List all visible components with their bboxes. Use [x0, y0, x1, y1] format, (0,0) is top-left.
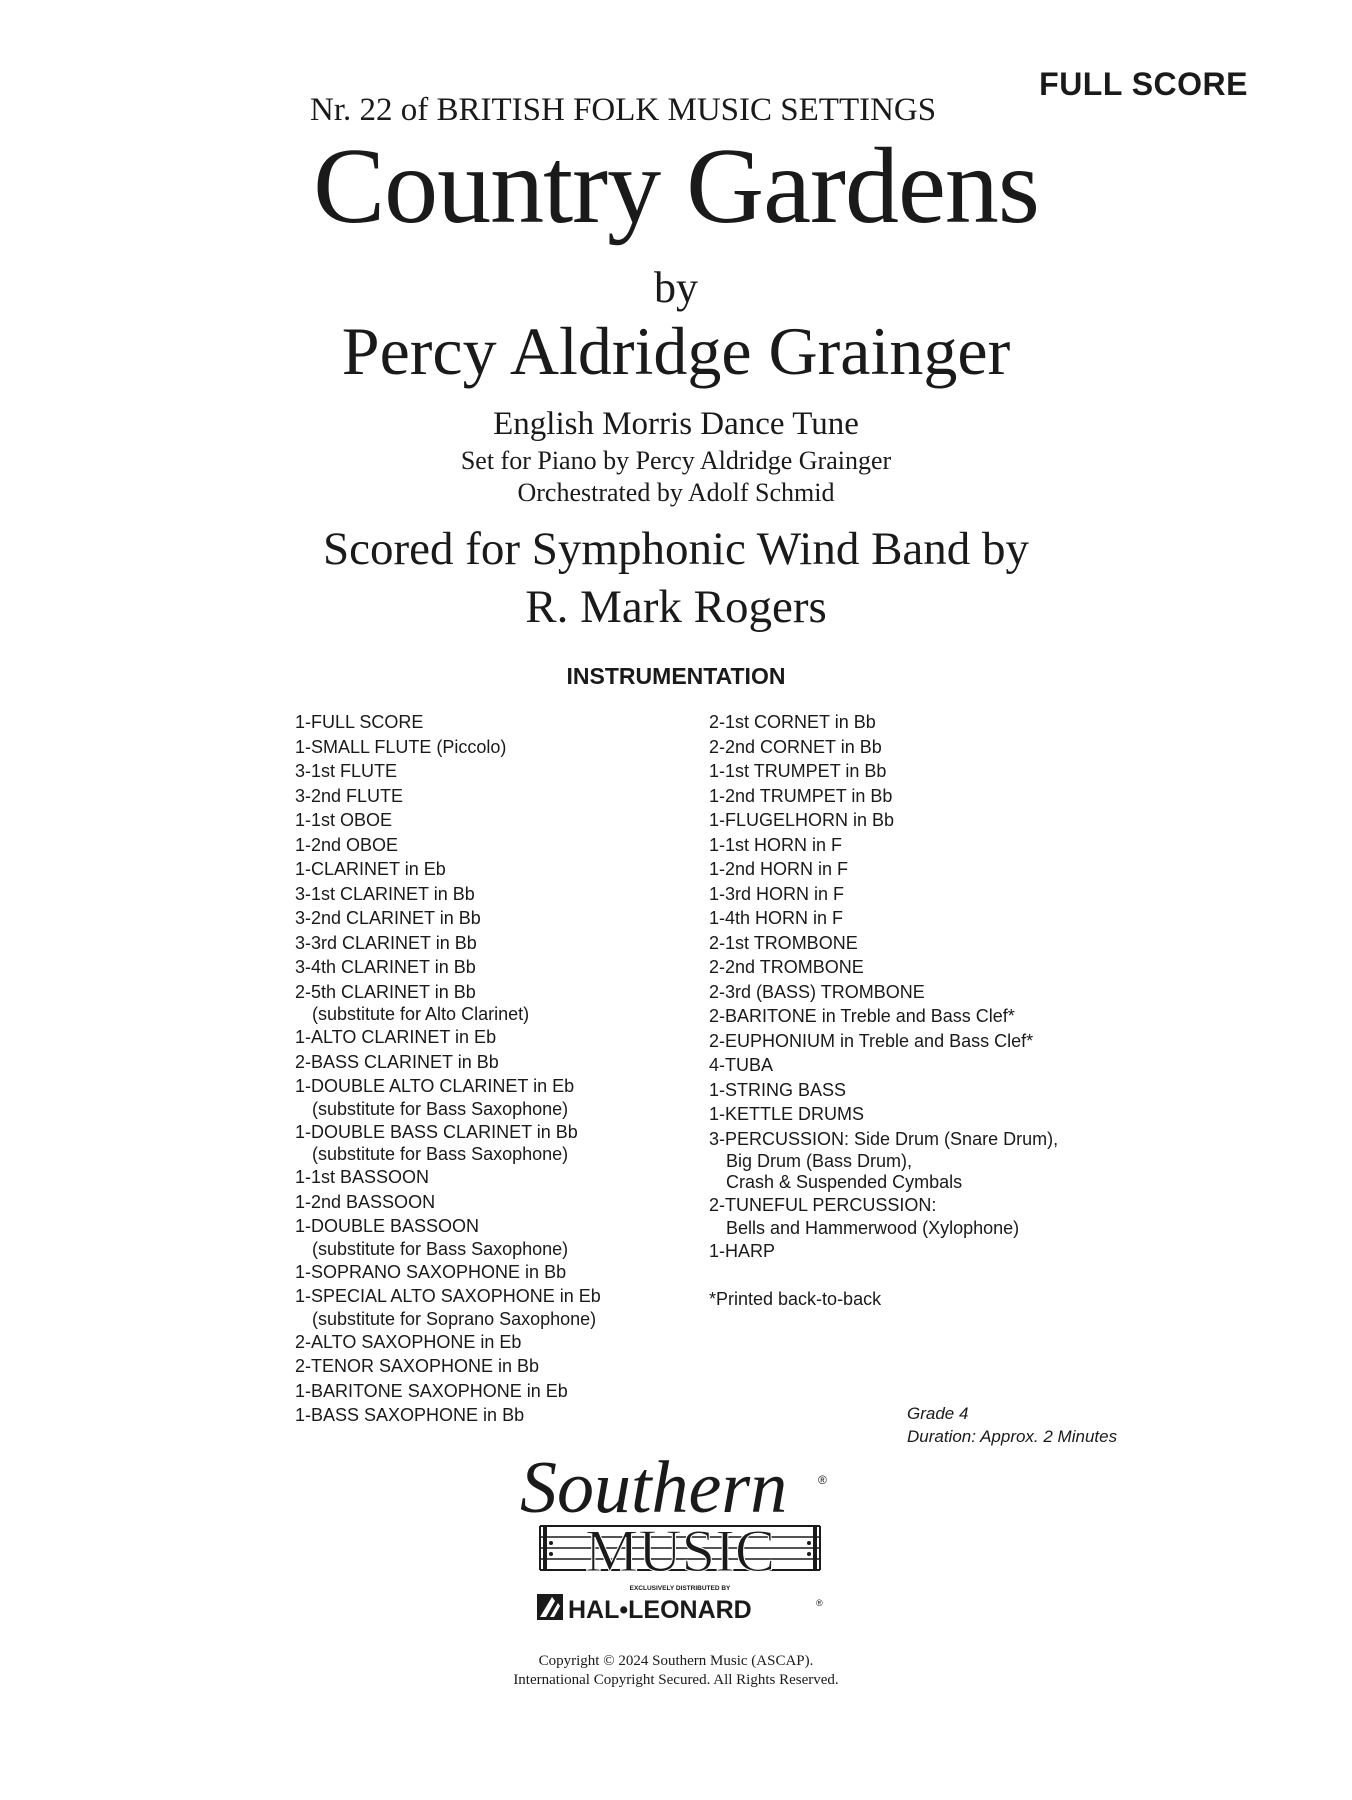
- logo-distributor-registered: ®: [816, 1598, 823, 1608]
- composer-name: Percy Aldridge Grainger: [341, 313, 1011, 389]
- instrument-line: 2-EUPHONIUM in Treble and Bass Clef*: [709, 1030, 1034, 1051]
- instrument-entry: [295, 1403, 675, 1428]
- arranger-name: R. Mark Rogers: [525, 581, 827, 633]
- instrument-entry: [709, 882, 1129, 907]
- instrument-note: (substitute for Bass Saxophone): [312, 1238, 569, 1259]
- hal-leonard-icon: [537, 1594, 563, 1620]
- instrument-entry: [295, 857, 675, 882]
- instrument-line: 1-2nd OBOE: [295, 834, 399, 855]
- instrument-line: 1-ALTO CLARINET in Eb: [295, 1027, 497, 1047]
- instrument-line: 2-1st TROMBONE: [709, 932, 858, 953]
- instrument-entry: [709, 906, 1129, 931]
- instrument-line: 1-DOUBLE BASSOON: [295, 1216, 480, 1236]
- instrument-note: Big Drum (Bass Drum),: [726, 1151, 913, 1171]
- instrument-entry: [709, 980, 1129, 1005]
- instrument-list-right: [709, 710, 1129, 1312]
- instrument-entry: [295, 1379, 675, 1404]
- instrument-line: 2-3rd (BASS) TROMBONE: [709, 981, 925, 1002]
- instrument-line: 2-TENOR SAXOPHONE in Bb: [295, 1356, 540, 1376]
- instrument-line: 3-PERCUSSION: Side Drum (Snare Drum),: [709, 1128, 1059, 1149]
- instrument-note: (substitute for Bass Saxophone): [312, 1144, 569, 1164]
- logo-word-southern: Southern: [520, 1447, 788, 1529]
- logo-registered-mark: ®: [818, 1473, 827, 1487]
- instrument-line: 3-2nd FLUTE: [295, 785, 404, 806]
- instrument-line: 1-KETTLE DRUMS: [709, 1104, 865, 1124]
- instrument-line: 3-1st CLARINET in Bb: [295, 883, 475, 904]
- instrument-line: 1-CLARINET in Eb: [295, 859, 446, 879]
- instrument-entry: [295, 1074, 675, 1120]
- page-title: Country Gardens: [313, 127, 1039, 246]
- scoring-credit: Scored for Symphonic Wind Band by: [322, 523, 1030, 575]
- instrument-entry: [295, 1214, 675, 1260]
- logo-distributed-by: EXCLUSIVELY DISTRIBUTED BY: [629, 1585, 731, 1592]
- instrument-note: Bells and Hammerwood (Xylophone): [726, 1217, 1020, 1238]
- logo-distributor-name: HAL•LEONARD: [568, 1596, 752, 1624]
- instrument-line: 1-2nd TRUMPET in Bb: [709, 785, 893, 806]
- instrument-entry: [709, 759, 1129, 784]
- instrument-list-left: [295, 710, 675, 1428]
- instrument-entry: [295, 1025, 675, 1050]
- instrumentation-heading: INSTRUMENTATION: [566, 663, 786, 689]
- instrument-entry: [709, 931, 1129, 956]
- instrument-line: 1-1st OBOE: [295, 810, 393, 830]
- instrument-line: 1-1st HORN in F: [709, 834, 843, 855]
- instrument-entry: [295, 833, 675, 858]
- footnote: *Printed back-to-back: [709, 1289, 882, 1309]
- instrument-line: 1-DOUBLE BASS CLARINET in Bb: [295, 1121, 578, 1142]
- instrument-line: 1-FLUGELHORN in Bb: [709, 810, 895, 830]
- instrument-line: 2-TUNEFUL PERCUSSION:: [709, 1195, 937, 1215]
- instrument-entry: [295, 980, 675, 1026]
- instrument-entry: [709, 1029, 1129, 1054]
- instrument-line: 2-1st CORNET in Bb: [709, 712, 876, 732]
- instrument-line: 2-2nd TROMBONE: [709, 957, 864, 977]
- instrument-entry: [295, 1120, 675, 1166]
- instrument-line: 2-BASS CLARINET in Bb: [295, 1051, 499, 1072]
- instrument-line: 1-BARITONE SAXOPHONE in Eb: [295, 1380, 568, 1401]
- instrument-entry: [295, 1354, 675, 1379]
- instrument-line: 1-STRING BASS: [709, 1079, 847, 1100]
- instrument-entry: [295, 1190, 675, 1215]
- instrument-line: 2-ALTO SAXOPHONE in Eb: [295, 1331, 522, 1352]
- instrument-entry: [709, 1053, 1129, 1078]
- instrument-line: 1-2nd HORN in F: [709, 859, 849, 879]
- southern-music-logo: [510, 1440, 850, 1650]
- instrument-entry: [295, 784, 675, 809]
- copyright-line-1: Copyright © 2024 Southern Music (ASCAP).: [538, 1653, 814, 1669]
- instrument-entry: [295, 1165, 675, 1190]
- instrument-entry: [709, 1102, 1129, 1127]
- instrument-entry: [709, 857, 1129, 882]
- instrument-entry: [295, 808, 675, 833]
- instrument-entry: [295, 759, 675, 784]
- instrument-entry: [709, 1193, 1129, 1239]
- instrument-note: (substitute for Bass Saxophone): [312, 1098, 569, 1119]
- instrument-entry: [709, 833, 1129, 858]
- instrument-entry: [295, 882, 675, 907]
- instrument-entry: [709, 1239, 1129, 1264]
- instrument-entry: [709, 808, 1129, 833]
- instrument-line: 1-1st BASSOON: [295, 1167, 430, 1187]
- instrument-note: (substitute for Alto Clarinet): [312, 1004, 530, 1024]
- instrument-entry: [709, 1004, 1129, 1029]
- full-score-badge: FULL SCORE: [1039, 66, 1248, 102]
- instrument-entry: [295, 1284, 675, 1330]
- copyright-line-2: International Copyright Secured. All Rights Reserved.: [513, 1672, 839, 1688]
- instrument-line: 1-1st TRUMPET in Bb: [709, 761, 887, 781]
- instrument-entry: [295, 931, 675, 956]
- instrument-entry: [295, 1260, 675, 1285]
- copyright-notice: [0, 1652, 1352, 1690]
- instrument-line: 3-1st FLUTE: [295, 761, 398, 781]
- instrument-line: 2-BARITONE in Treble and Bass Clef*: [709, 1006, 1015, 1026]
- instrument-line: 3-3rd CLARINET in Bb: [295, 932, 477, 953]
- duration-label: Duration: Approx. 2 Minutes: [907, 1427, 1118, 1446]
- logo-word-music: MUSIC: [584, 1518, 776, 1584]
- instrument-line: 1-3rd HORN in F: [709, 883, 845, 904]
- grade-label: Grade 4: [907, 1404, 969, 1423]
- instrument-entry: [295, 710, 675, 735]
- instrument-entry: [709, 1127, 1129, 1194]
- instrument-entry: [295, 735, 675, 760]
- instrument-line: 1-SMALL FLUTE (Piccolo): [295, 736, 507, 757]
- instrument-entry: [295, 906, 675, 931]
- instrument-entry: [709, 710, 1129, 735]
- tune-description: English Morris Dance Tune: [493, 406, 859, 442]
- instrument-line: 1-4th HORN in F: [709, 908, 844, 928]
- instrument-entry: [709, 735, 1129, 760]
- instrument-line: 4-TUBA: [709, 1055, 774, 1075]
- instrument-line: 3-4th CLARINET in Bb: [295, 957, 476, 977]
- series-line: Nr. 22 of BRITISH FOLK MUSIC SETTINGS: [310, 92, 937, 128]
- instrument-entry: [295, 955, 675, 980]
- instrument-line: 1-SOPRANO SAXOPHONE in Bb: [295, 1261, 567, 1282]
- instrument-line: 1-2nd BASSOON: [295, 1191, 436, 1212]
- piano-setting-credit: Set for Piano by Percy Aldridge Grainger: [460, 446, 892, 475]
- instrument-line: 2-2nd CORNET in Bb: [709, 736, 882, 757]
- instrument-line: 1-SPECIAL ALTO SAXOPHONE in Eb: [295, 1286, 601, 1306]
- instrument-entry: [295, 1050, 675, 1075]
- instrument-line: 1-HARP: [709, 1240, 776, 1261]
- instrument-line: 1-DOUBLE ALTO CLARINET in Eb: [295, 1076, 575, 1096]
- instrument-line: 2-5th CLARINET in Bb: [295, 981, 476, 1002]
- orchestration-credit: Orchestrated by Adolf Schmid: [517, 478, 835, 507]
- instrument-entry: [709, 784, 1129, 809]
- instrument-line: 3-2nd CLARINET in Bb: [295, 908, 481, 928]
- instrument-note: (substitute for Soprano Saxophone): [312, 1308, 597, 1329]
- instrument-line: 1-FULL SCORE: [295, 712, 424, 732]
- instrument-entry: [709, 955, 1129, 980]
- instrument-entry: [295, 1330, 675, 1355]
- instrument-entry: [709, 1078, 1129, 1103]
- by-line: by: [654, 263, 698, 312]
- instrument-line: 1-BASS SAXOPHONE in Bb: [295, 1405, 525, 1425]
- instrument-note: Crash & Suspended Cymbals: [726, 1172, 963, 1192]
